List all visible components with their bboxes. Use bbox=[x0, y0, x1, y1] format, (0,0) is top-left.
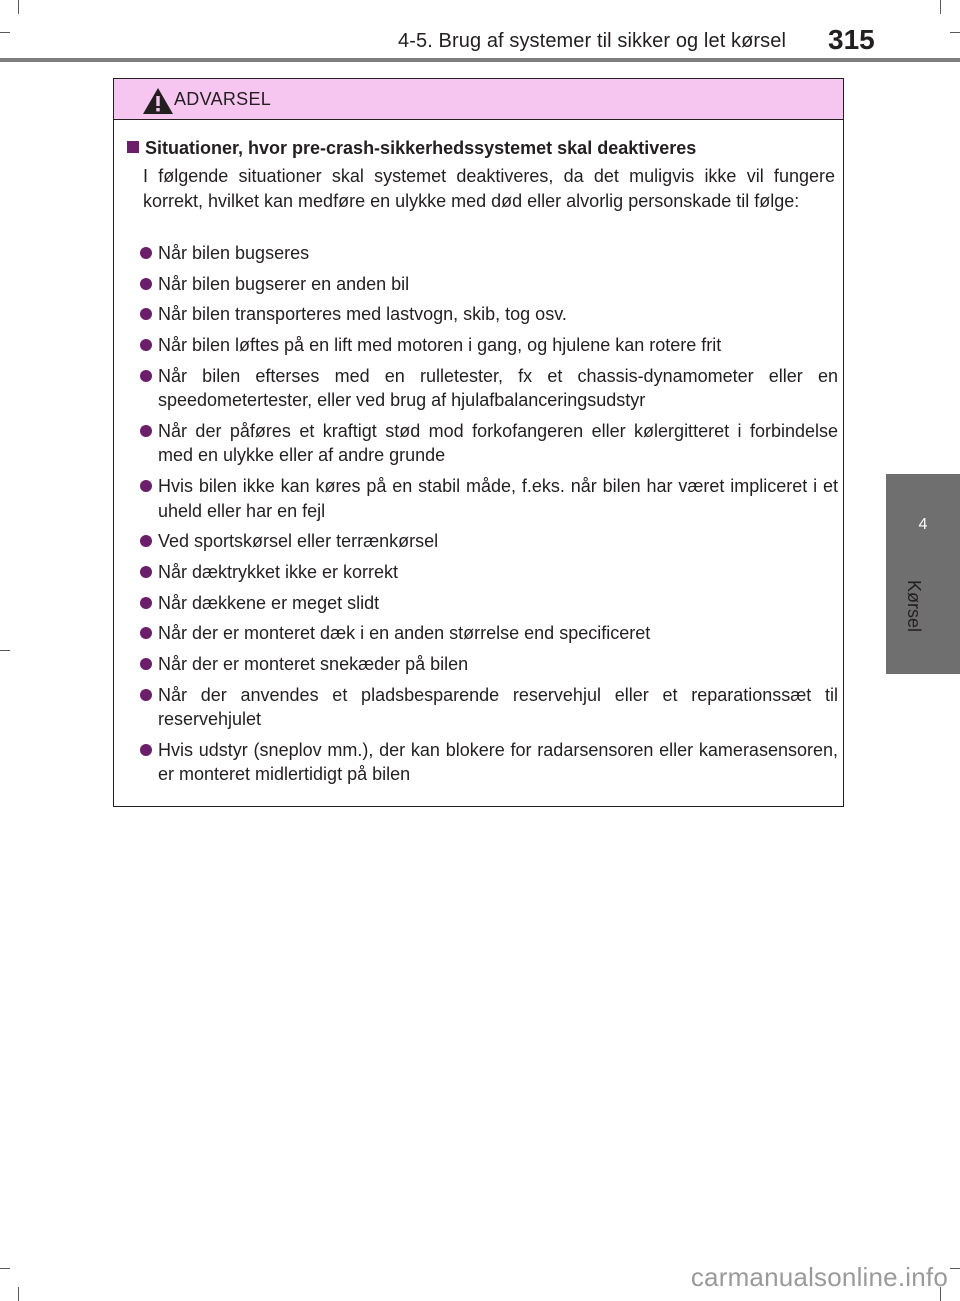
bullet-icon bbox=[140, 425, 152, 437]
list-item-text: Når der påføres et kraftigt stød mod forkofangeren eller kølergitteret i forbindelse med en ulykke eller af andre grunde bbox=[158, 420, 838, 466]
list-item bbox=[140, 591, 838, 616]
list-item-text: Når dæktrykket ikke er korrekt bbox=[158, 562, 399, 582]
crop-mark bbox=[0, 650, 10, 651]
crop-mark bbox=[0, 32, 10, 33]
crop-mark bbox=[950, 1268, 960, 1269]
crop-mark bbox=[18, 0, 19, 14]
chapter-label-wrap bbox=[896, 580, 926, 660]
list-item bbox=[140, 241, 838, 266]
list-item-text: Når dækkene er meget slidt bbox=[158, 592, 380, 613]
warning-intro: I følgende situationer skal systemet deaktiveres, da det muligvis ikke vil fungere korrekt, hvilket kan medføre en ulykke med død eller alvorlig personskade til følge: bbox=[143, 166, 835, 211]
list-item-text: Når bilen bugseres bbox=[158, 243, 310, 263]
section-title: 4-5. Brug af systemer til sikker og let kørsel bbox=[398, 30, 787, 52]
list-item-text: Hvis bilen ikke kan køres på en stabil måde, f.eks. når bilen har været impliceret i et uheld eller har en fejl bbox=[158, 476, 838, 521]
bullet-icon bbox=[140, 627, 152, 639]
list-item bbox=[140, 302, 838, 327]
list-item bbox=[140, 419, 838, 468]
warning-header bbox=[114, 79, 843, 120]
crop-mark bbox=[18, 1287, 19, 1301]
list-item bbox=[140, 364, 838, 413]
list-item-text: Når der er monteret snekæder på bilen bbox=[158, 654, 469, 675]
list-item-text: Når der anvendes et pladsbesparende reservehjul eller et reparationssæt til reservehjulet bbox=[158, 684, 838, 730]
warning-title: ADVARSEL bbox=[174, 89, 272, 109]
bullet-icon bbox=[140, 278, 152, 290]
bullet-icon bbox=[140, 744, 152, 756]
warning-list bbox=[140, 241, 838, 793]
list-item-text: Når bilen bugserer en anden bil bbox=[158, 273, 410, 294]
bullet-icon bbox=[140, 566, 152, 578]
bullet-icon bbox=[140, 597, 152, 609]
list-item bbox=[140, 683, 838, 732]
crop-mark bbox=[940, 0, 941, 14]
list-item bbox=[140, 333, 838, 358]
list-item-text: Ved sportskørsel eller terrænkørsel bbox=[158, 531, 439, 552]
list-item-text: Når bilen løftes på en lift med motoren i gang, og hjulene kan rotere frit bbox=[158, 335, 722, 356]
list-item-text: Når bilen transporteres med lastvogn, skib, tog osv. bbox=[158, 304, 567, 325]
warning-triangle-icon bbox=[142, 87, 174, 115]
list-item bbox=[140, 738, 838, 787]
header-rule bbox=[0, 58, 960, 62]
list-item bbox=[140, 652, 838, 677]
chapter-number: 4 bbox=[918, 516, 928, 533]
list-item-text: Når der er monteret dæk i en anden størrelse end specificeret bbox=[158, 623, 651, 644]
bullet-icon bbox=[140, 247, 152, 259]
watermark[interactable]: carmanualsonline.info bbox=[690, 1262, 948, 1292]
warning-heading bbox=[127, 138, 696, 159]
bullet-icon bbox=[140, 308, 152, 320]
bullet-icon bbox=[140, 658, 152, 670]
bullet-icon bbox=[140, 339, 152, 351]
list-item-text: Når bilen efterses med en rulletester, fx et chassis-dynamometer eller en speedometertester, eller ved brug af hjulafbalanceringsudstyr bbox=[158, 365, 838, 411]
bullet-icon bbox=[140, 370, 152, 382]
page-number: 315 bbox=[828, 24, 875, 55]
crop-mark bbox=[950, 32, 960, 33]
warning-box bbox=[113, 78, 844, 807]
bullet-icon bbox=[140, 480, 152, 492]
list-item bbox=[140, 560, 838, 585]
crop-mark bbox=[0, 1268, 10, 1269]
chapter-label: Kørsel bbox=[904, 580, 924, 633]
list-item bbox=[140, 529, 838, 554]
list-item bbox=[140, 621, 838, 646]
list-item-text: Hvis udstyr (sneplov mm.), der kan blokere for radarsensoren eller kamerasensoren, er monteret midlertidigt på bilen bbox=[158, 739, 838, 785]
square-bullet-icon bbox=[127, 141, 139, 153]
bullet-icon bbox=[140, 535, 152, 547]
list-item bbox=[140, 272, 838, 297]
warning-heading-text: Situationer, hvor pre-crash-sikkerhedssystemet skal deaktiveres bbox=[145, 138, 697, 158]
bullet-icon bbox=[140, 689, 152, 701]
list-item bbox=[140, 474, 838, 523]
